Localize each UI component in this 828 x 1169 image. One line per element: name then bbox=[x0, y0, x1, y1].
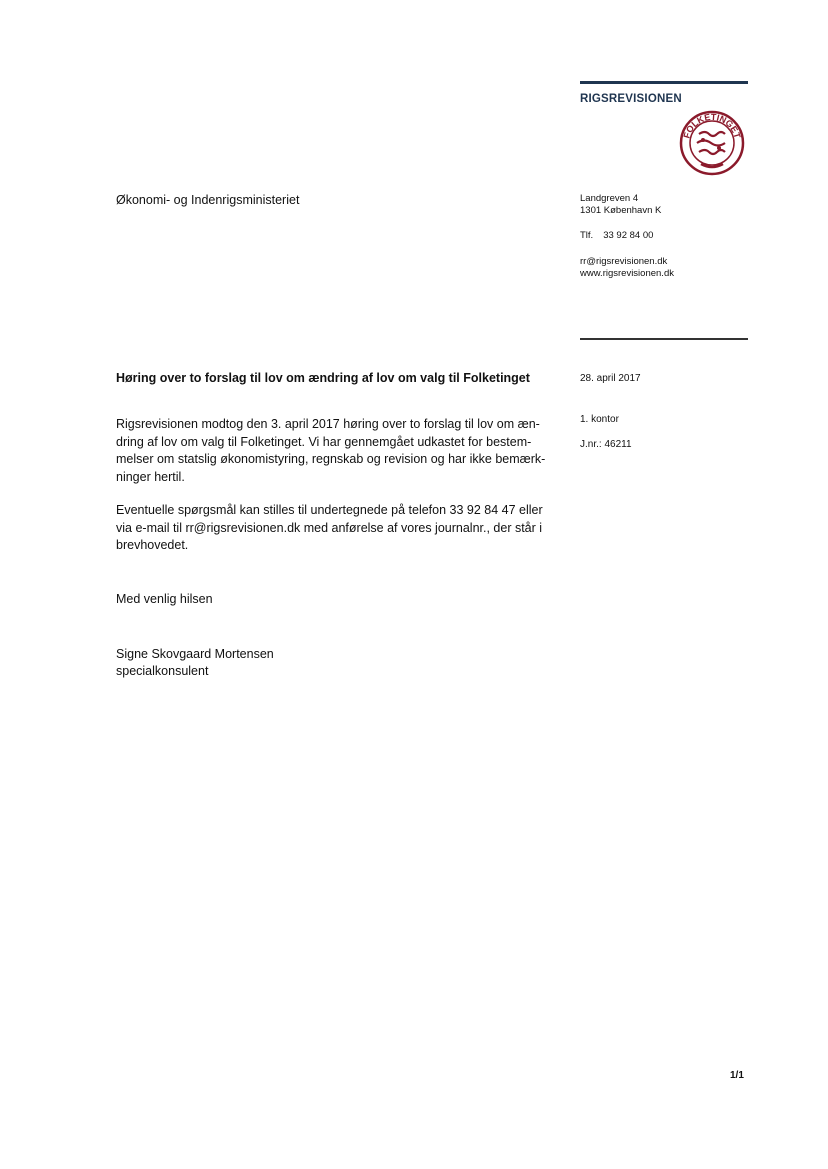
letter-date: 28. april 2017 bbox=[580, 373, 641, 384]
office-reference: 1. kontor bbox=[580, 414, 619, 425]
journal-number: J.nr.: 46211 bbox=[580, 439, 632, 450]
paragraph-line: melser om statslig økonomistyring, regnskab og revision og har ikke bemærk- bbox=[116, 452, 546, 466]
paragraph-line: ninger hertil. bbox=[116, 469, 185, 484]
sender-address bbox=[580, 193, 661, 217]
paragraph-line: Eventuelle spørgsmål kan stilles til undertegnede på telefon 33 92 84 47 eller bbox=[116, 503, 543, 517]
meta-rule bbox=[580, 338, 748, 340]
phone-number: 33 92 84 00 bbox=[603, 230, 654, 241]
phone-line bbox=[580, 230, 653, 241]
address-line-city: 1301 København K bbox=[580, 205, 662, 216]
body-paragraph-2 bbox=[116, 502, 556, 555]
body-paragraph-1 bbox=[116, 416, 556, 486]
folketinget-seal-logo bbox=[679, 110, 745, 176]
paragraph-line: via e-mail til rr@rigsrevisionen.dk med anførelse af vores journalnr., der står i bbox=[116, 520, 543, 535]
signature-block bbox=[116, 646, 274, 680]
paragraph-line: brevhovedet. bbox=[116, 538, 189, 552]
page-number: 1/1 bbox=[730, 1070, 744, 1081]
website-link[interactable]: www.rigsrevisionen.dk bbox=[580, 268, 674, 279]
paragraph-line: dring af lov om valg til Folketinget. Vi har gennemgået udkastet for bestem- bbox=[116, 434, 532, 449]
recipient-name: Økonomi- og Indenrigsministeriet bbox=[116, 193, 300, 207]
brand-name: RIGSREVISIONEN bbox=[580, 93, 682, 105]
signer-title: specialkonsulent bbox=[116, 664, 209, 678]
svg-text:FOLKETINGET: FOLKETINGET bbox=[681, 111, 743, 140]
phone-label: Tlf. bbox=[580, 230, 594, 241]
address-line-street: Landgreven 4 bbox=[580, 193, 639, 204]
email-link[interactable]: rr@rigsrevisionen.dk bbox=[580, 256, 668, 267]
paragraph-line: Rigsrevisionen modtog den 3. april 2017 høring over to forslag til lov om æn- bbox=[116, 417, 540, 431]
signer-name: Signe Skovgaard Mortensen bbox=[116, 647, 274, 661]
contact-info bbox=[580, 256, 674, 280]
letter-subject: Høring over to forslag til lov om ændring af lov om valg til Folketinget bbox=[116, 371, 530, 385]
closing-greeting: Med venlig hilsen bbox=[116, 592, 213, 606]
header-rule bbox=[580, 81, 748, 84]
